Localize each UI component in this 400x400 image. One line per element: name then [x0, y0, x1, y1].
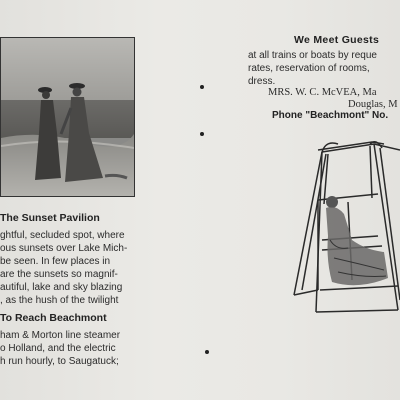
signature-place: Douglas, M: [348, 99, 398, 110]
photo-two-women-on-beach-icon: [1, 38, 134, 196]
para1-line5: autiful, lake and sky blazing: [0, 282, 123, 293]
right-line3: dress.: [248, 76, 276, 87]
heading-sunset-pavilion: The Sunset Pavilion: [0, 212, 100, 224]
para1-line2: ous sunsets over Lake Mich-: [0, 243, 128, 254]
para2-line2: o Holland, and the electric: [0, 343, 116, 354]
para1-line6: , as the hush of the twilight: [0, 295, 119, 306]
para1-line1: ghtful, secluded spot, where: [0, 230, 125, 241]
signature-name: MRS. W. C. McVEA, Ma: [268, 87, 377, 98]
gutter-mark: [200, 132, 204, 136]
heading-to-reach-beachmont: To Reach Beachmont: [0, 312, 107, 324]
para2-line3: h run hourly, to Saugatuck;: [0, 356, 119, 367]
gutter-mark: [205, 350, 209, 354]
porch-swing-illustration-icon: [288, 140, 400, 320]
gutter-mark: [200, 85, 204, 89]
right-line2: rates, reservation of rooms,: [248, 63, 370, 74]
para1-line4: are the sunsets so magnif-: [0, 269, 118, 280]
para2-line1: ham & Morton line steamer: [0, 330, 121, 341]
phone-line: Phone "Beachmont" No.: [272, 110, 389, 121]
para1-line3: be seen. In few places in: [0, 256, 111, 267]
beach-photo: [0, 37, 135, 197]
right-line1: at all trains or boats by reque: [248, 50, 377, 61]
heading-we-meet-guests: We Meet Guests: [294, 34, 380, 46]
